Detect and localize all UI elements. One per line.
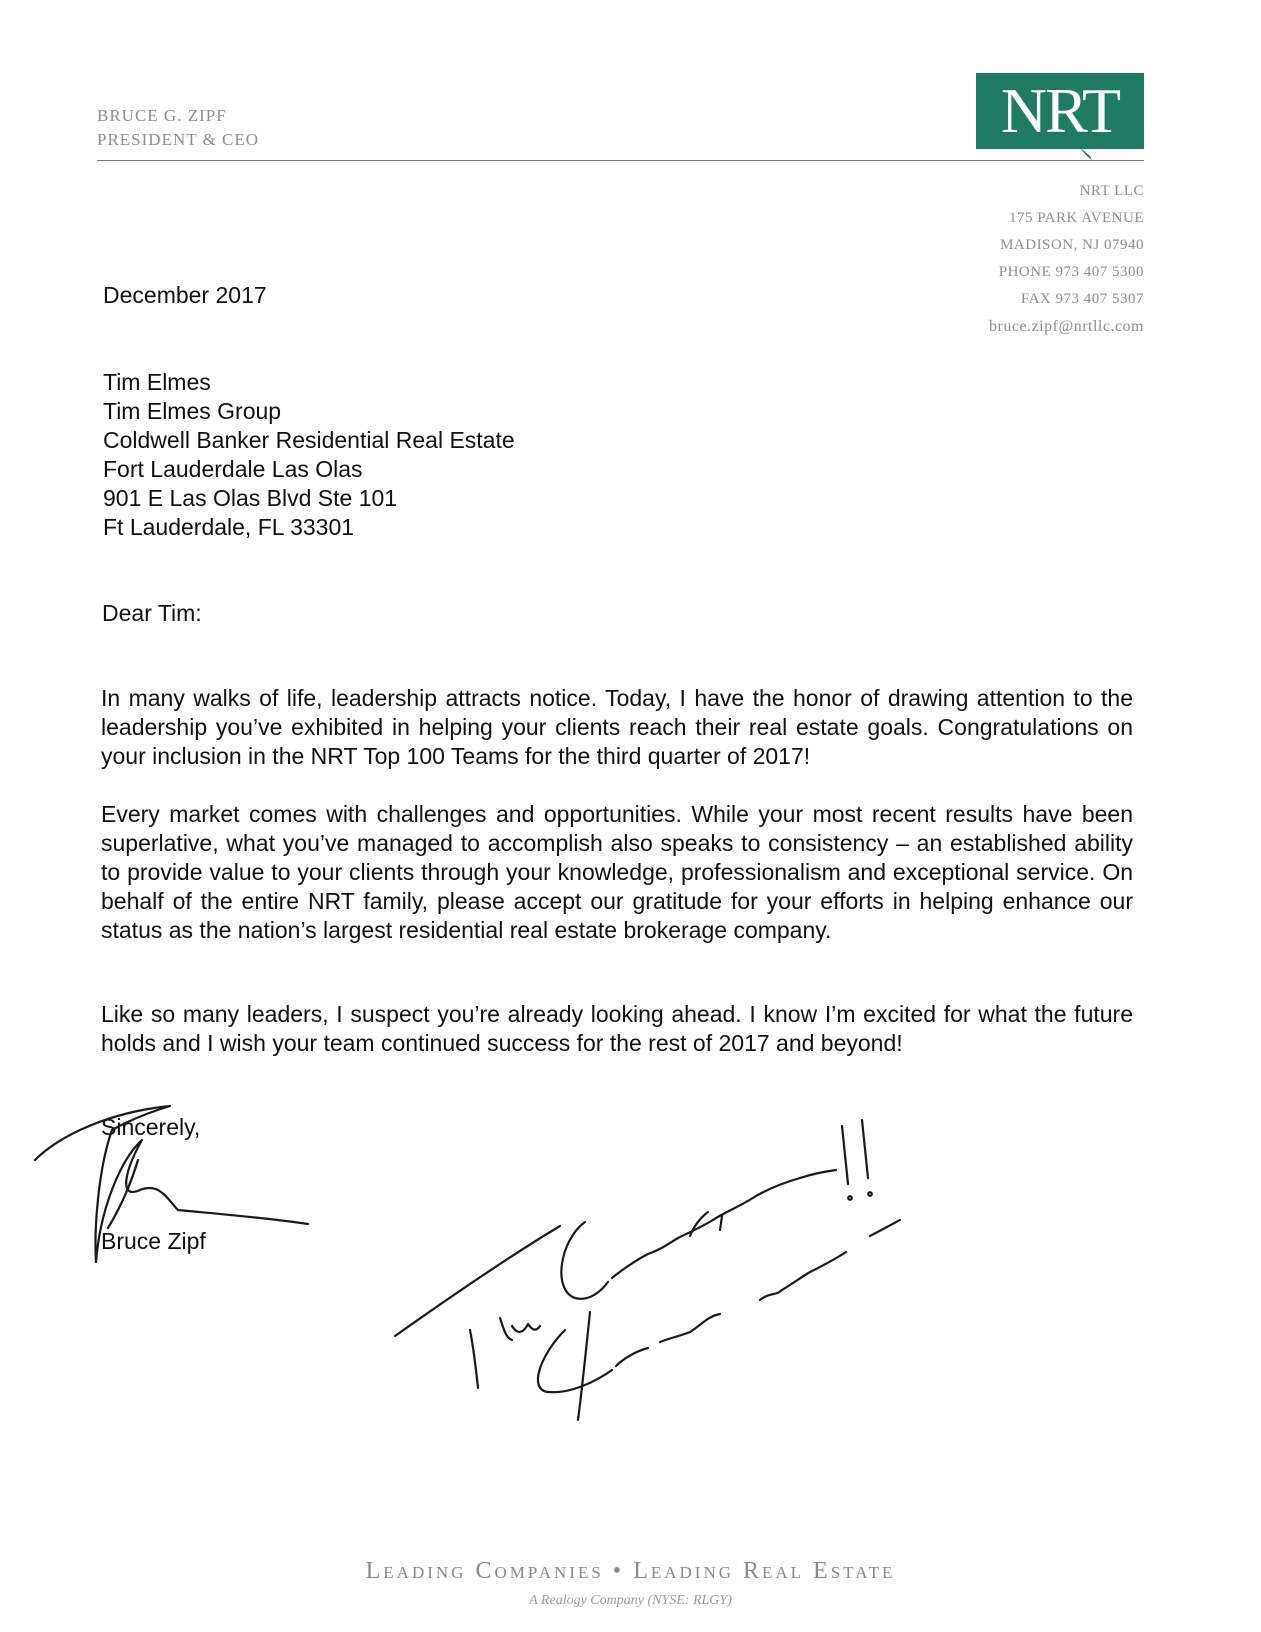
letter-date: December 2017: [103, 282, 267, 308]
nrt-logo: [976, 73, 1144, 149]
closing: Sincerely,: [101, 1114, 201, 1140]
handwritten-note: [395, 1226, 560, 1336]
salutation: Dear Tim:: [102, 600, 202, 626]
recipient-address: [103, 368, 515, 542]
recipient-line: 901 E Las Olas Blvd Ste 101: [103, 485, 398, 511]
recipient-line: Tim Elmes: [103, 369, 211, 395]
company-fax: FAX 973 407 5307: [1020, 291, 1144, 307]
logo-text: NRT: [1000, 75, 1120, 146]
company-address-block: [989, 178, 1144, 340]
sender-name: BRUCE G. ZIPF: [97, 106, 227, 125]
footer: [0, 1558, 1261, 1609]
sender-title: PRESIDENT & CEO: [97, 130, 260, 149]
footer-tagline: Leading Companies • Leading Real Estate: [365, 1558, 896, 1584]
body-paragraph: In many walks of life, leadership attracts notice. Today, I have the honor of drawing attention to the leadership you’ve exhibited in helping your clients reach their real estate goals. Congratulations on your inclusion in the NRT Top 100 Teams for the third quarter of 2017!: [101, 685, 1133, 769]
logo-tail-icon: [1078, 146, 1092, 160]
company-email: bruce.zipf@nrtllc.com: [989, 318, 1144, 335]
body-paragraph: Like so many leaders, I suspect you’re already looking ahead. I know I’m excited for what the future holds and I wish your team continued success for the rest of 2017 and beyond!: [101, 1001, 1133, 1056]
sender-block: [97, 104, 259, 152]
recipient-line: Ft Lauderdale, FL 33301: [103, 514, 355, 540]
company-name: NRT LLC: [1079, 183, 1144, 199]
recipient-line: Tim Elmes Group: [103, 398, 282, 424]
footer-subline: A Realogy Company (NYSE: RLGY): [529, 1593, 732, 1608]
header-rule: [97, 160, 1144, 161]
body-paragraph: Every market comes with challenges and opportunities. While your most recent results have been superlative, what you’ve managed to accomplish also speaks to consistency – an established ability to provide value to your clients through your knowledge, professionalism and exceptional service. On behalf of the entire NRT family, please accept our gratitude for your efforts in helping enhance our status as the nation’s largest residential real estate brokerage company.: [101, 801, 1133, 943]
recipient-line: Coldwell Banker Residential Real Estate: [103, 427, 515, 453]
company-city: MADISON, NJ 07940: [1000, 237, 1144, 253]
company-street: 175 PARK AVENUE: [1008, 210, 1144, 226]
recipient-line: Fort Lauderdale Las Olas: [103, 456, 363, 482]
company-phone: PHONE 973 407 5300: [998, 264, 1144, 280]
signer-name: Bruce Zipf: [101, 1228, 206, 1254]
